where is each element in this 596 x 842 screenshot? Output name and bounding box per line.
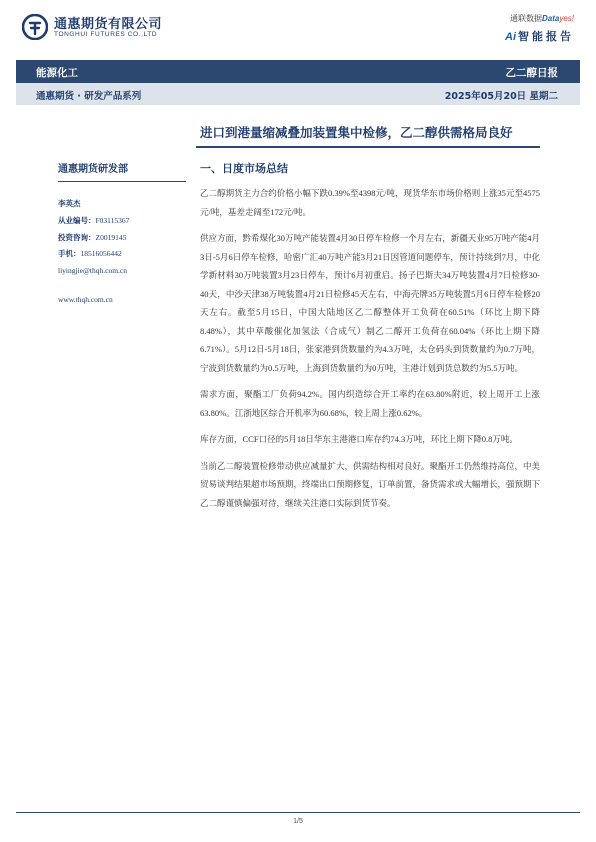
partner-logo (510, 13, 574, 24)
report-date: 2025年05月20日 星期二 (444, 91, 558, 102)
report-type-label: 乙二醇日报 (505, 67, 558, 79)
paragraph-demand: 需求方面，聚酯工厂负荷94.2%。国内织造综合开工率约在63.80%附近，较上周开工上涨63.80%。江浙地区综合开机率为60.68%，较上周上涨0.62%。 (200, 389, 540, 418)
consult-number: Z0019145 (95, 232, 127, 242)
paragraph-inventory: 库存方面，CCF口径的5月18日华东主港港口库存约74.3万吨，环比上期下降0.8万吨。 (200, 434, 518, 444)
sector-label: 能源化工 (36, 67, 78, 79)
ai-icon: Ai (505, 31, 516, 43)
series-band (16, 83, 580, 105)
partner-brand: Datayes! (541, 14, 574, 23)
department-divider (58, 181, 186, 182)
ai-report-label: 智能报告 (518, 30, 574, 43)
website-link[interactable]: www.thqh.com.cn (58, 294, 113, 304)
paragraph-price: 乙二醇期货主力合约价格小幅下跌0.39%至4398元/吨，现货华东市场价格则上涨35元至4575元/吨，基差走阔至172元/吨。 (200, 188, 540, 217)
report-title: 进口到港量缩减叠加装置集中检修，乙二醇供需格局良好 (200, 125, 513, 140)
partner-prefix: 通联数据 (509, 14, 542, 23)
email-link[interactable]: liyingjie@thqh.com.cn (58, 266, 127, 276)
series-label: 通惠期货 · 研发产品系列 (36, 91, 142, 102)
page-number: 1/5 (293, 818, 303, 825)
license-line: 从业编号：F03115367 (58, 215, 130, 225)
page-header (0, 0, 596, 56)
license-number: F03115367 (95, 215, 130, 225)
company-name-cn: 通惠期货有限公司 (54, 17, 163, 32)
report-body (200, 160, 540, 512)
section-title: 一、日度市场总结 (200, 162, 288, 175)
title-divider (196, 146, 540, 148)
analyst-name: 李英杰 (58, 199, 81, 208)
company-name-en: TONGHUI FUTURES CO.,LTD (54, 31, 158, 38)
company-logo-icon (22, 14, 48, 40)
ai-report-mark (505, 28, 574, 44)
paragraph-supply: 供应方面，黔希煤化30万吨产能装置4月30日停车检修一个月左右，新疆天业95万吨产能4月3日-5月6日停车检修，哈密广汇40万吨产能3月21日因管道问题停车，预计持续到7月，中化学新材料30万吨装置3月23日停车，预计6月初重启。扬子巴斯夫34万吨装置4月7日检修30-40天，中沙天津38万吨装置4月21日检修45天左右，中海壳牌35万吨装置5月6日停车检修20天左右。截至5月15日，中国大陆地区乙二醇整体开工负荷在60.51%（环比上期下降8.48%），其中草酸催化加氢法（合成气）制乙二醇开工负荷在60.04%（环比上期下降6.71%）。5月12日-5月18日，张家港到货数量约为4.3万吨，太仓码头到货数量约为0.7万吨，宁波到货数量约为0.5万吨，上海到货数量约为0万吨，主港计划到货总数约为5.5万吨。 (200, 233, 541, 373)
footer-divider (16, 812, 580, 813)
analyst-sidebar (58, 160, 186, 309)
paragraph-outlook: 当前乙二醇装置检修带动供应减量扩大，供需结构相对良好。聚酯开工仍然维持高位，中美贸易谈判结果超市场预期，终端出口预期修复，订单前置，备货需求或大幅增长，强预期下乙二醇谨慎偏强对待，继续关注港口实际到货节奏。 (200, 460, 541, 508)
consult-line: 投资咨询：Z0019145 (58, 232, 127, 242)
sector-band (16, 60, 580, 83)
phone-number: 18516056442 (80, 249, 122, 259)
phone-line: 手机：18516056442 (58, 249, 122, 259)
department-name: 通惠期货研发部 (58, 164, 128, 175)
